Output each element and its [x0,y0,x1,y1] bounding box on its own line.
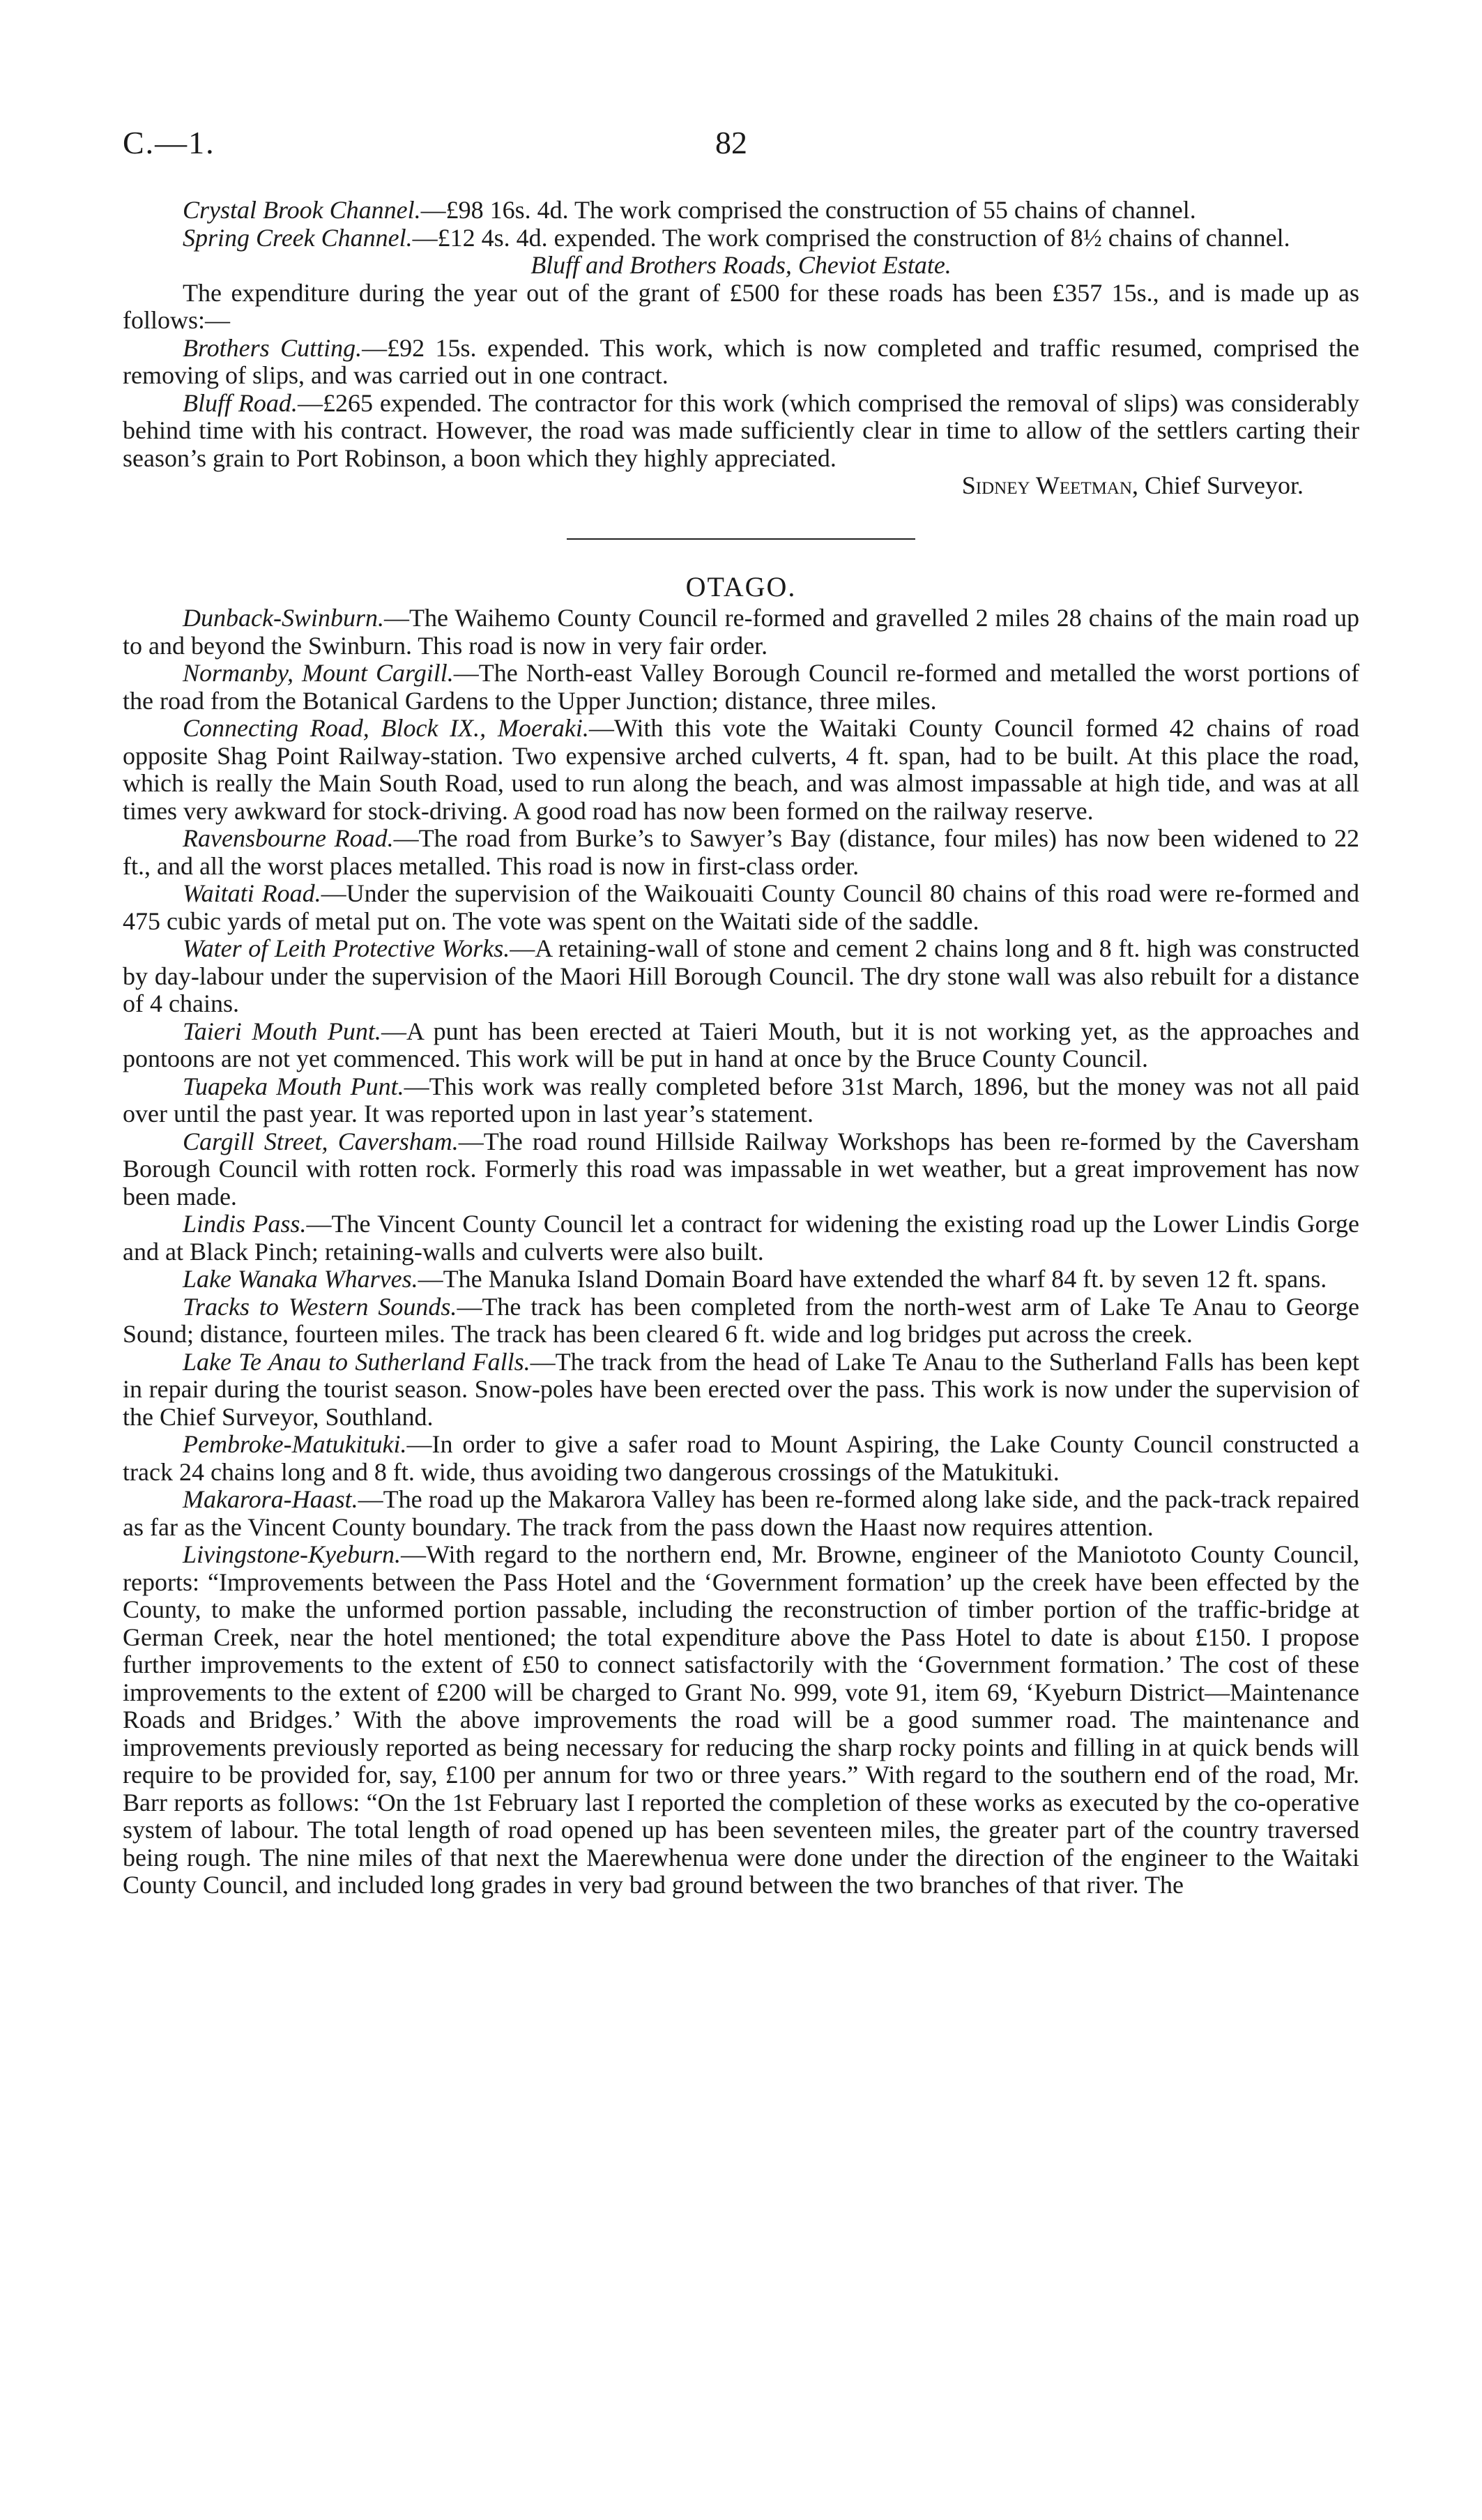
signature-name: Sidney Weetman [961,472,1133,499]
paragraph-title: Lake Wanaka Wharves. [183,1265,418,1293]
paragraph [123,825,1359,880]
paragraph-text: —A retaining-wall of stone and cement 2 chains long and 8 ft. high was constructed by day-labour under the supervision of the Maori Hill Borough Council. The dry stone wall was also rebuilt for a distance of 4 chains. [123,934,1359,1017]
paragraph-text: —The road up the Makarora Valley has been re-formed along lake side, and the pack-track repaired as far as the Vincent County boundary. The track from the pass down the Haast now requires attention. [123,1485,1359,1541]
paragraph-bluff-road [123,390,1359,473]
paragraph-text: —The road round Hillside Railway Workshops has been re-formed by the Caversham Borough Council with rotten rock. Formerly this road was impassable in wet weather, but a great improvement has now been made. [123,1127,1360,1210]
paragraph-title: Ravensbourne Road. [183,824,394,852]
paragraph-title: Water of Leith Protective Works. [183,934,510,962]
paragraph [123,1266,1359,1293]
paragraph-text: —The Manuka Island Domain Board have extended the wharf 84 ft. by seven 12 ft. spans. [418,1265,1327,1293]
paragraph-title: Livingstone-Kyeburn. [183,1540,401,1568]
paragraph-title: Tuapeka Mouth Punt. [183,1072,404,1100]
section-title: OTAGO. [685,570,797,602]
paragraph [123,1541,1359,1899]
page-number: 82 [715,125,747,160]
paragraph-text: —£265 expended. The contractor for this work (which comprised the removal of slips) was considerably behind time with his contract. However, the road was made sufficiently clear in time to allow of the settlers carting their season’s grain to Port Robinson, a boon which they highly appreciated. [123,388,1359,472]
paragraph [123,715,1359,825]
page-header [123,124,1357,173]
paragraph [123,1293,1359,1349]
paragraph-title: Dunback-Swinburn. [183,604,384,632]
paragraph-title: Cargill Street, Caversham. [183,1127,459,1155]
paragraph-title: Makarora-Haast. [183,1485,358,1513]
paragraph-title: Normanby, Mount Cargill. [183,659,454,687]
paragraph-title: Connecting Road, Block IX., Moeraki. [183,714,589,742]
paragraph [123,660,1359,715]
paragraph [123,1486,1359,1541]
paragraph-text: —£98 16s. 4d. The work comprised the construction of 55 chains of channel. [420,196,1196,224]
paragraph-spring-creek [123,225,1359,252]
signature-line [123,472,1359,500]
paragraph-crystal-brook [123,197,1359,225]
subheading: Bluff and Brothers Roads, Cheviot Estate. [530,251,952,279]
paragraph-title: Tracks to Western Sounds. [183,1292,457,1321]
section-divider [567,538,915,540]
paragraph-text: —Under the supervision of the Waikouaiti County Council 80 chains of this road were re-formed and 475 cubic yards of metal put on. The vote was spent on the Waitati side of the saddle. [123,879,1360,935]
paragraph [123,1073,1359,1128]
paragraph [123,1431,1359,1486]
paragraph-text: —The track from the head of Lake Te Anau to the Sutherland Falls has been kept in repair during the tourist season. Snow-poles have been erected over the pass. This work is now under the supervision of the Chief Surveyor, Southland. [123,1347,1359,1431]
paragraph-text: —The road from Burke’s to Sawyer’s Bay (distance, four miles) has now been widened to 22 ft., and all the worst places metalled. This road is now in first-class order. [123,824,1360,880]
paragraph-title: Brothers Cutting. [183,333,362,362]
paragraph-text: —The Vincent County Council let a contract for widening the existing road up the Lower Lindis Gorge and at Black Pinch; retaining-walls and culverts were also built. [123,1210,1359,1266]
paragraph-title: Taieri Mouth Punt. [183,1017,381,1045]
paragraph [123,1018,1359,1073]
paragraph-title: Lake Te Anau to Sutherland Falls. [183,1347,530,1376]
paragraph-title: Waitati Road. [183,879,321,907]
paragraph-text: —A punt has been erected at Taieri Mouth, but it is not working yet, as the approaches and pontoons are not yet commenced. This work will be put in hand at once by the Bruce County Council. [123,1017,1359,1072]
document-body [123,197,1359,1899]
paragraph [123,1349,1359,1432]
paragraph-title: Pembroke-Matukituki. [183,1430,407,1458]
otago-section [123,605,1359,1899]
paragraph-title: Spring Creek Channel. [183,223,413,252]
document-id: C.—1. [123,125,215,160]
paragraph-expenditure: The expenditure during the year out of the grant of £500 for these roads has been £357 15s., and is made up as follows:— [123,278,1359,334]
paragraph-title: Crystal Brook Channel. [183,196,421,224]
paragraph [123,605,1359,660]
paragraph-text: —The Waihemo County Council re-formed and gravelled 2 miles 28 chains of the main road up to and beyond the Swinburn. This road is now in very fair order. [123,604,1359,660]
paragraph-text: —The North-east Valley Borough Council re-formed and metalled the worst portions of the road from the Botanical Gardens to the Upper Junction; distance, three miles. [123,659,1359,715]
paragraph [123,880,1359,935]
paragraph [123,935,1359,1018]
paragraph-title: Bluff Road. [183,388,298,417]
paragraph-text: —£12 4s. 4d. expended. The work comprised the construction of 8½ chains of channel. [412,223,1290,252]
paragraph-text: —With this vote the Waitaki County Council formed 42 chains of road opposite Shag Point Railway-station. Two expensive arched culverts, 4 ft. span, had to be built. At this place the road, which is really the Main South Road, used to run along the beach, and was almost impassable at high tide, and was at all times very awkward for stock-driving. A good road has now been formed on the railway reserve. [123,714,1359,825]
paragraph-title: Lindis Pass. [183,1210,307,1238]
paragraph-text: —The track has been completed from the north-west arm of Lake Te Anau to George Sound; distance, fourteen miles. The track has been cleared 6 ft. wide and log bridges put across the creek. [123,1292,1359,1348]
signature [962,472,1359,500]
signature-title: , Chief Surveyor. [1132,472,1304,499]
paragraph-text: —This work was really completed before 31st March, 1896, but the money was not all paid over until the past year. It was reported upon in last year’s statement. [123,1072,1359,1128]
paragraph-brothers-cutting [123,335,1359,390]
paragraph [123,1128,1359,1211]
paragraph [123,1210,1359,1266]
paragraph-text: —With regard to the northern end, Mr. Browne, engineer of the Maniototo County Council, reports: “Improvements between the Pass Hotel and the ‘Government formation’ up the creek have been effected by the County, to make the unformed portion passable, including the reconstruction of timber portion of the traffic-bridge at German Creek, near the hotel mentioned; the total expenditure above the Pass Hotel to date is about £150. I propose further improvements to the extent of £50 to connect satisfactorily with the ‘Government formation.’ The cost of these improvements to the extent of £200 will be charged to Grant No. 999, vote 91, item 69, ‘Kyeburn District—Maintenance Roads and Bridges.’ With the above improvements the road will be a good summer road. The maintenance and improvements previously reported as being necessary for reducing the sharp rocky points and filling in at quick bends will require to be provided for, say, £100 per annum for two or three years.” With regard to the southern end of the road, Mr. Barr reports as follows: “On the 1st February last I reported the completion of these works as executed by the co-operative system of labour. The total length of road opened up has been seventeen miles, the greater part of the country traversed being rough. The nine miles of that next the Maerewhenua were done under the direction of the engineer to the Waitaki County Council, and included long grades in very bad ground between the two branches of that river. The [123,1540,1359,1899]
paragraph-text: —£92 15s. expended. This work, which is now completed and traffic resumed, comprised the removing of slips, and was carried out in one contract. [123,333,1359,389]
paragraph-text: —In order to give a safer road to Mount Aspiring, the Lake County Council constructed a track 24 chains long and 8 ft. wide, thus avoiding two dangerous crossings of the Matukituki. [123,1430,1359,1486]
